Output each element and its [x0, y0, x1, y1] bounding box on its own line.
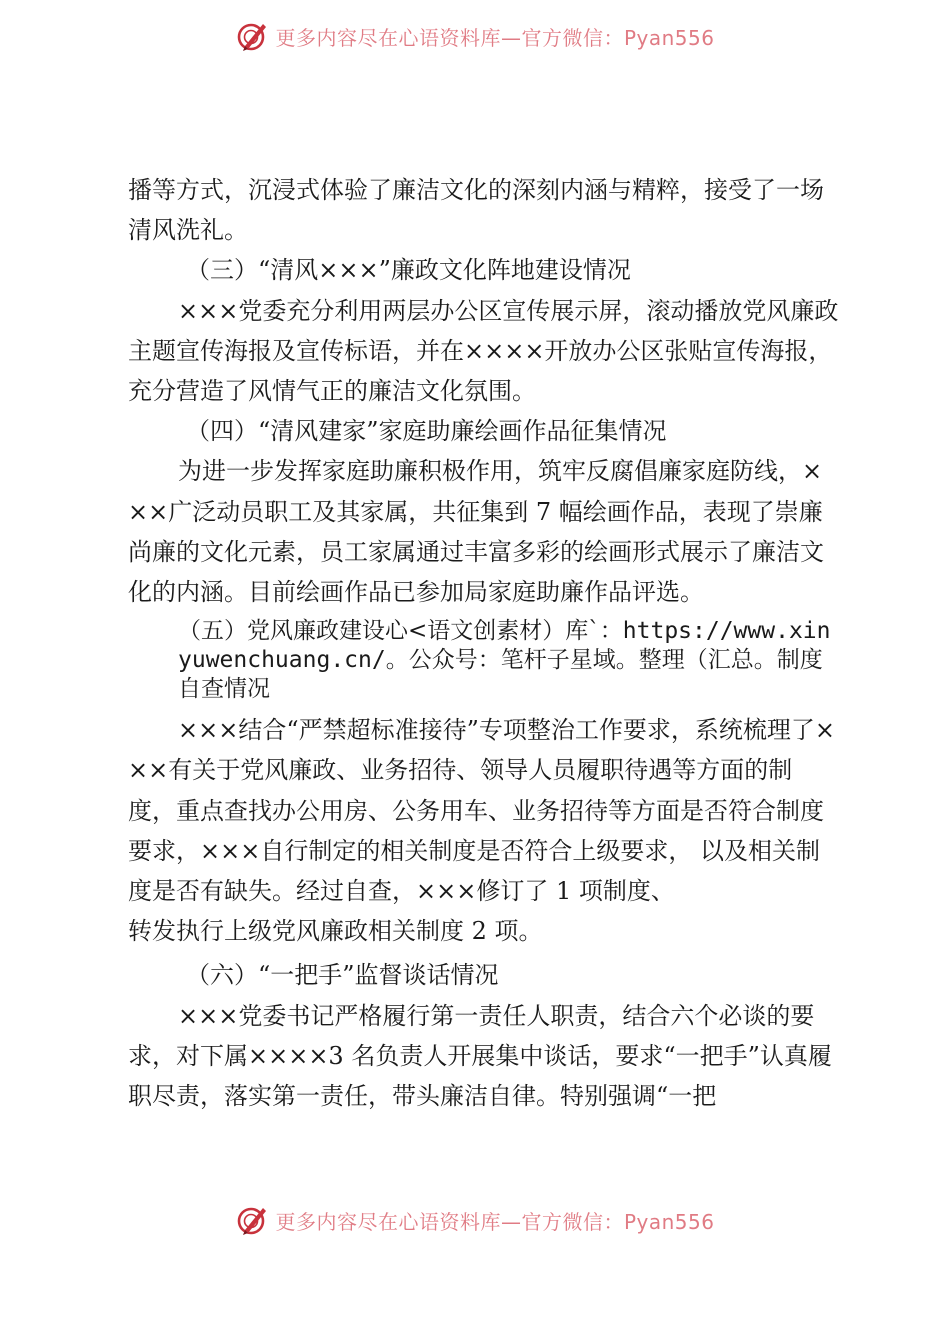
paragraph-section-6: ×××党委书记严格履行第一责任人职责，结合六个必谈的要求，对下属××××3 名负责人开展集中谈话，要求“一把手”认真履职尽责，落实第一责任，带头廉洁自律。特别强调“一把	[128, 1001, 832, 1111]
paragraph-section-4: 为进一步发挥家庭助廉积极作用，筑牢反腐倡廉家庭防线，×××广泛动员职工及其家属，共征集到 7 幅绘画作品，表现了崇廉尚廉的文化元素，员工家属通过丰富多彩的绘画形式展示了廉洁文化的内涵。目前绘画作品已参加局家庭助廉作品评选。	[128, 457, 824, 607]
section-heading-3: （三）“清风×××”廉政文化阵地建设情况	[186, 256, 631, 285]
header-banner-text: 更多内容尽在心语资料库—官方微信：Pyan556	[275, 25, 715, 50]
section-heading-5-prefix: （五）党风廉政建设心<语文创素材）库`：	[178, 618, 623, 645]
pen-logo-icon	[235, 19, 269, 53]
section-heading-5	[128, 617, 840, 704]
pen-logo-icon	[235, 1203, 269, 1237]
header-banner	[0, 16, 950, 56]
footer-banner-text: 更多内容尽在心语资料库—官方微信：Pyan556	[275, 1209, 715, 1234]
paragraph-section-5-end: 转发执行上级党风廉政相关制度 2 项。	[128, 917, 543, 946]
document-body	[128, 170, 840, 1116]
section-heading-5-suffix: 。公众号：笔杆子星域。整理（汇总。制度自查情况	[178, 647, 823, 703]
website-link[interactable]: https://www.xinyuwenchuang.cn/	[178, 618, 831, 674]
footer-banner	[0, 1200, 950, 1240]
paragraph-section-5: ×××结合“严禁超标准接待”专项整治工作要求，系统梳理了×××有关于党风廉政、业务招待、领导人员履职待遇等方面的制度，重点查找办公用房、公务用车、业务招待等方面是否符合制度要求，×××自行制定的相关制度是否符合上级要求， 以及相关制度是否有缺失。经过自查，×××修订了 1 项制度、	[128, 716, 835, 906]
section-heading-6: （六）“一把手”监督谈话情况	[186, 961, 499, 990]
section-heading-4: （四）“清风建家”家庭助廉绘画作品征集情况	[186, 417, 667, 446]
paragraph-continued: 播等方式，沉浸式体验了廉洁文化的深刻内涵与精粹，接受了一场清风洗礼。	[128, 176, 824, 245]
paragraph-section-3: ×××党委充分利用两层办公区宣传展示屏，滚动播放党风廉政主题宣传海报及宣传标语，并在××××开放办公区张贴宣传海报，充分营造了风情气正的廉洁文化氛围。	[128, 296, 839, 406]
